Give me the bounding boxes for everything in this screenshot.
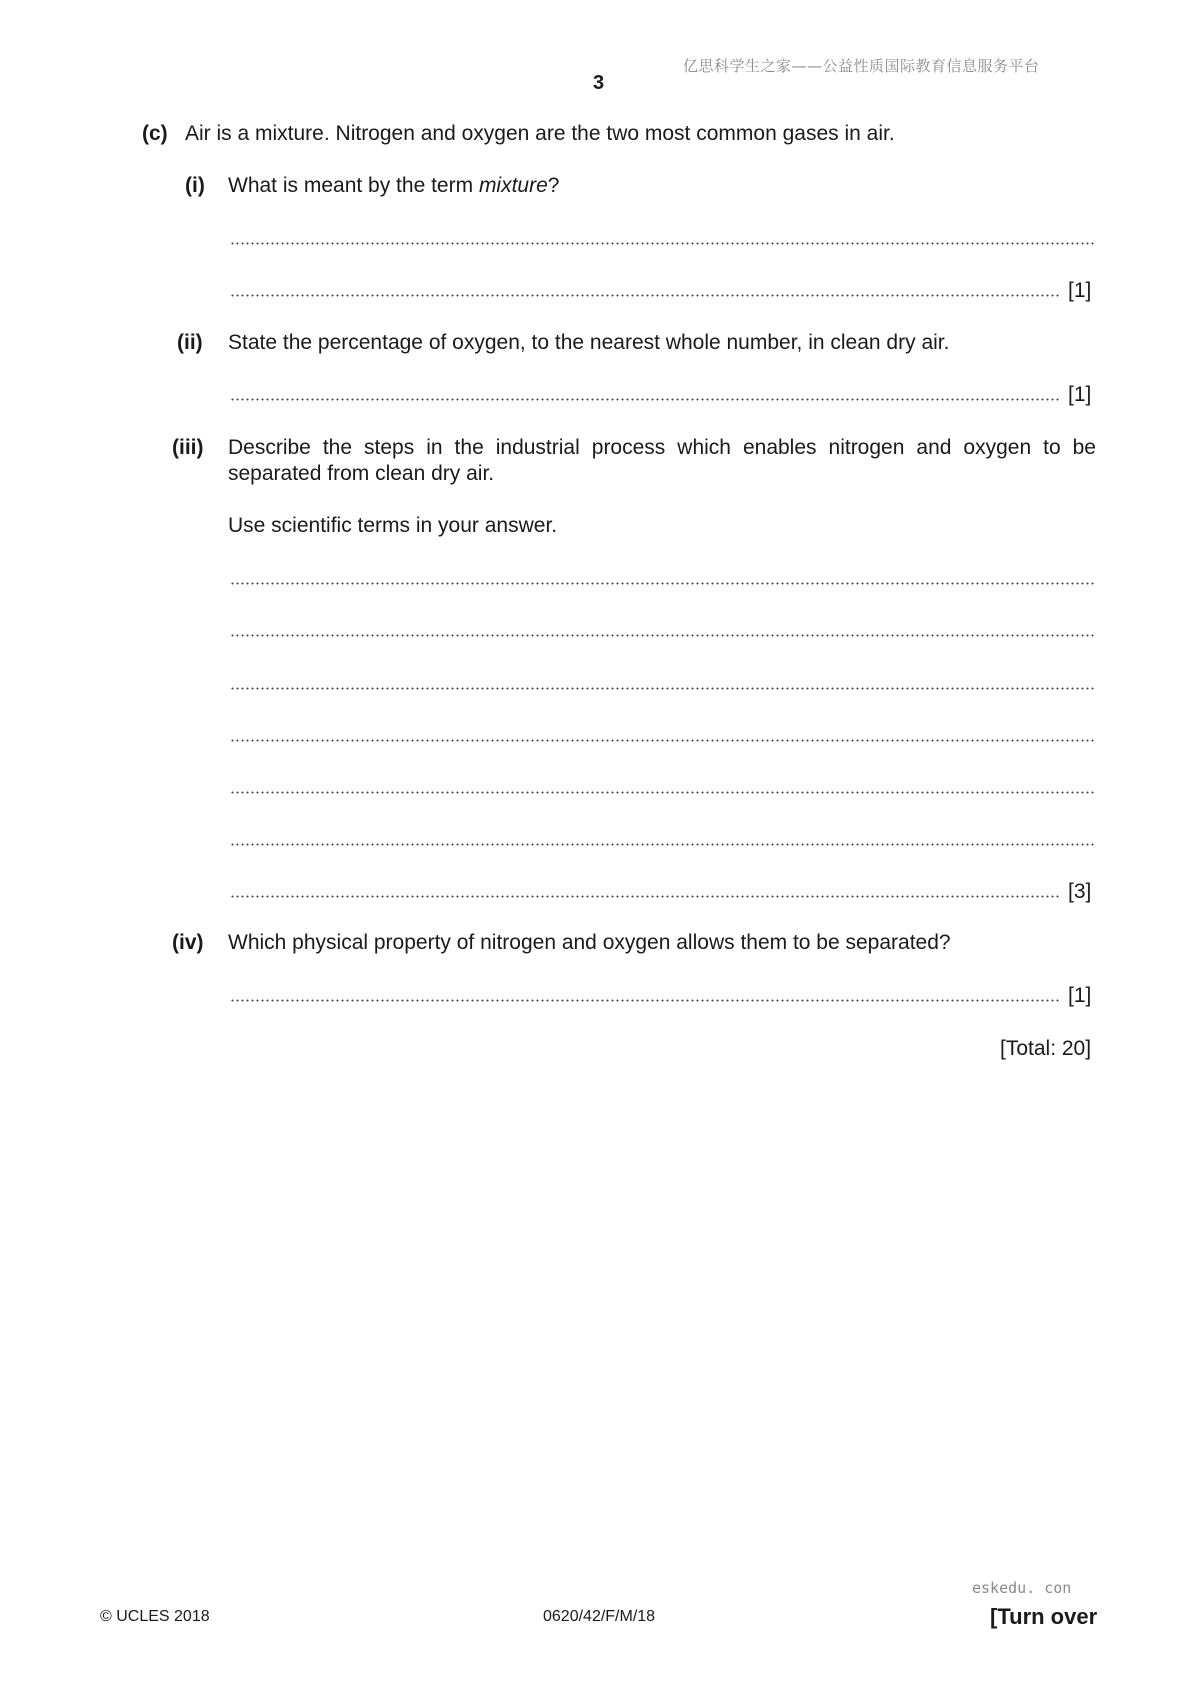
question-iv-label: (iv) xyxy=(172,931,204,954)
answer-line-i-2[interactable] xyxy=(230,294,1059,297)
part-c-intro: Air is a mixture. Nitrogen and oxygen are the two most common gases in air. xyxy=(185,122,895,145)
marks-ii: [1] xyxy=(1068,383,1092,406)
question-iii-text: Describe the steps in the industrial process which enables nitrogen and oxygen to be separated from clean dry air. xyxy=(228,436,1096,485)
site-watermark: eskedu. con xyxy=(972,1579,1072,1597)
paper-code: 0620/42/F/M/18 xyxy=(543,1608,656,1625)
answer-line-iii-3[interactable] xyxy=(230,687,1094,690)
answer-line-iii-4[interactable] xyxy=(230,739,1094,742)
question-i-text-before: What is meant by the term xyxy=(228,174,479,197)
marks-iii: [3] xyxy=(1068,880,1092,903)
watermark-text: 亿思科学生之家——公益性质国际教育信息服务平台 xyxy=(683,57,1040,75)
answer-line-iii-5[interactable] xyxy=(230,791,1094,794)
marks-i: [1] xyxy=(1068,279,1092,302)
page-number: 3 xyxy=(593,72,605,94)
question-iii-label: (iii) xyxy=(172,436,204,459)
turn-over: [Turn over xyxy=(990,1604,1098,1629)
answer-line-ii-1[interactable] xyxy=(230,398,1059,401)
question-i-text-after: ? xyxy=(547,174,560,197)
answer-line-iii-2[interactable] xyxy=(230,634,1094,637)
part-c-label: (c) xyxy=(142,122,168,145)
answer-line-iv-1[interactable] xyxy=(230,999,1059,1002)
total-marks: [Total: 20] xyxy=(1000,1037,1092,1060)
copyright: © UCLES 2018 xyxy=(100,1608,210,1625)
answer-line-iii-6[interactable] xyxy=(230,843,1094,846)
answer-line-iii-1[interactable] xyxy=(230,582,1094,585)
question-i-text xyxy=(228,173,559,199)
question-ii-label: (ii) xyxy=(177,331,203,354)
answer-line-iii-7[interactable] xyxy=(230,895,1059,898)
question-i-label: (i) xyxy=(185,174,205,197)
question-i-term: mixture xyxy=(478,174,548,197)
question-ii-text: State the percentage of oxygen, to the nearest whole number, in clean dry air. xyxy=(228,331,950,354)
marks-iv: [1] xyxy=(1068,984,1092,1007)
answer-line-i-1[interactable] xyxy=(230,242,1094,245)
question-iv-text: Which physical property of nitrogen and oxygen allows them to be separated? xyxy=(228,931,951,954)
question-iii-instruction: Use scientific terms in your answer. xyxy=(228,514,558,537)
